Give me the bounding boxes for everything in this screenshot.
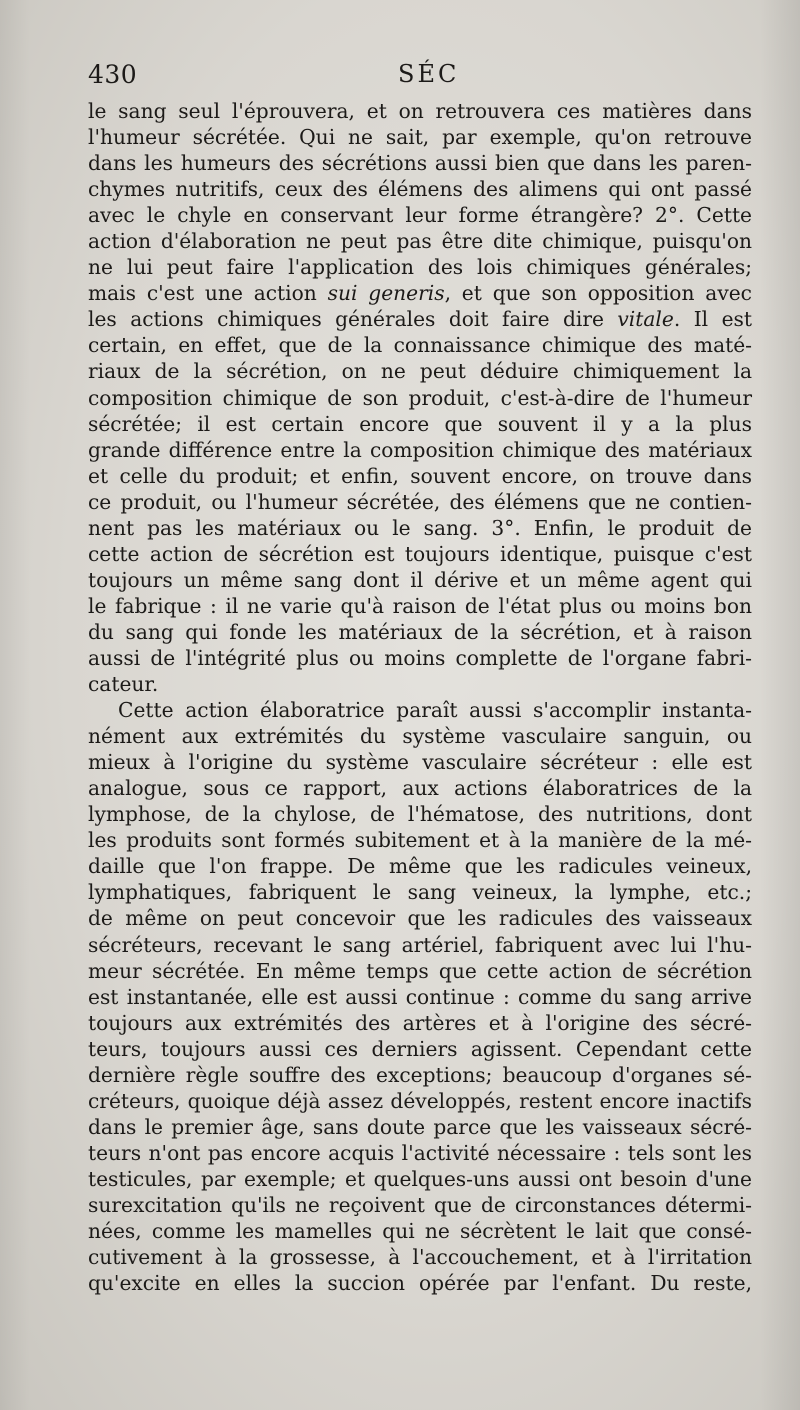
text-run: , et que son opposition avec [444,281,752,306]
text-line: dans les humeurs des sécrétions aussi bien que dans les paren- [88,151,752,176]
text-line: dans le premier âge, sans doute parce que les vaisseaux sécré- [88,1114,752,1139]
text-line: cette action de sécrétion est toujours identique, puisque c'est [88,541,752,566]
text-line: l'humeur sécrétée. Qui ne sait, par exemple, qu'on retrouve [88,125,752,150]
text-line: créteurs, quoique déjà assez développés, restent encore inactifs [88,1088,752,1113]
text-line: lymphatiques, fabriquent le sang veineux, la lymphe, etc.; [88,880,752,905]
italic-phrase: sui generis [327,281,445,306]
text-line: aussi de l'intégrité plus ou moins complette de l'organe fabri- [88,645,752,670]
text-line: les produits sont formés subitement et à la manière de la mé- [88,828,752,853]
text-line: ne lui peut faire l'application des lois chimiques générales; [88,255,752,280]
text-line: et celle du produit; et enfin, souvent encore, on trouve dans [88,463,752,488]
text-line: cateur. [88,672,159,697]
text-line: composition chimique de son produit, c'est-à-dire de l'humeur [88,385,752,410]
text-line: meur sécrétée. En même temps que cette action de sécrétion [88,958,752,983]
text-line: est instantanée, elle est aussi continue : comme du sang arrive [88,984,752,1009]
page-gutter-shadow [0,0,30,1410]
text-line: teurs, toujours aussi ces derniers agissent. Cependant cette [88,1036,752,1061]
text-line: action d'élaboration ne peut pas être dite chimique, puisqu'on [88,229,752,254]
text-line: analogue, sous ce rapport, aux actions élaboratrices de la [88,776,752,801]
text-line: lymphose, de la chylose, de l'hématose, des nutritions, dont [88,802,752,827]
text-line: le sang seul l'éprouvera, et on retrouvera ces matières dans [88,99,752,123]
running-head: SÉC [398,60,460,88]
text-line: certain, en effet, que de la connaissance chimique des maté- [88,333,752,358]
text-line: nées, comme les mamelles qui ne sécrètent le lait que consé- [88,1219,752,1244]
text-line: dernière règle souffre des exceptions; beaucoup d'organes sé- [88,1062,752,1087]
text-line: daille que l'on frappe. De même que les radicules veineux, [88,854,752,879]
text-line: grande différence entre la composition chimique des matériaux [88,437,752,462]
text-line: cutivement à la grossesse, à l'accouchement, et à l'irritation [88,1245,752,1270]
text-line: avec le chyle en conservant leur forme étrangère? 2°. Cette [88,203,752,228]
text-line: toujours aux extrémités des artères et à l'origine des sécré- [88,1010,752,1035]
page-edge-shadow [760,0,800,1410]
body-text [88,98,752,1296]
text-line: nent pas les matériaux ou le sang. 3°. Enfin, le produit de [88,515,752,540]
text-run: mais c'est une action [88,281,328,306]
text-line: du sang qui fonde les matériaux de la sécrétion, et à raison [88,619,752,644]
text-line-mixed [88,280,752,306]
text-run: les actions chimiques générales doit faire dire [88,307,618,332]
text-line: de même on peut concevoir que les radicules des vaisseaux [88,906,752,931]
text-line: mieux à l'origine du système vasculaire sécréteur : elle est [88,750,752,775]
page-header [88,60,738,94]
text-line: le fabrique : il ne varie qu'à raison de l'état plus ou moins bon [88,593,752,618]
text-line: riaux de la sécrétion, on ne peut déduire chimiquement la [88,359,752,384]
text-line: Cette action élaboratrice paraît aussi s'accomplir instanta- [118,698,752,723]
text-line: toujours un même sang dont il dérive et un même agent qui [88,567,752,592]
text-line: nément aux extrémités du système vasculaire sanguin, ou [88,724,752,749]
text-line: teurs n'ont pas encore acquis l'activité nécessaire : tels sont les [88,1140,752,1165]
text-line: qu'excite en elles la succion opérée par l'enfant. Du reste, [88,1271,752,1296]
text-line: testicules, par exemple; et quelques-uns aussi ont besoin d'une [88,1166,752,1191]
text-line: ce produit, ou l'humeur sécrétée, des élémens que ne contien- [88,489,752,514]
text-line: chymes nutritifs, ceux des élémens des alimens qui ont passé [88,177,752,202]
italic-word: vitale [617,307,674,332]
text-line-mixed [88,306,752,332]
text-line: sécrétée; il est certain encore que souvent il y a la plus [88,411,752,436]
text-line: sécréteurs, recevant le sang artériel, fabriquent avec lui l'hu- [88,932,752,957]
text-run: . Il est [673,307,752,332]
text-line: surexcitation qu'ils ne reçoivent que de circonstances détermi- [88,1192,752,1217]
page-number: 430 [88,60,138,89]
